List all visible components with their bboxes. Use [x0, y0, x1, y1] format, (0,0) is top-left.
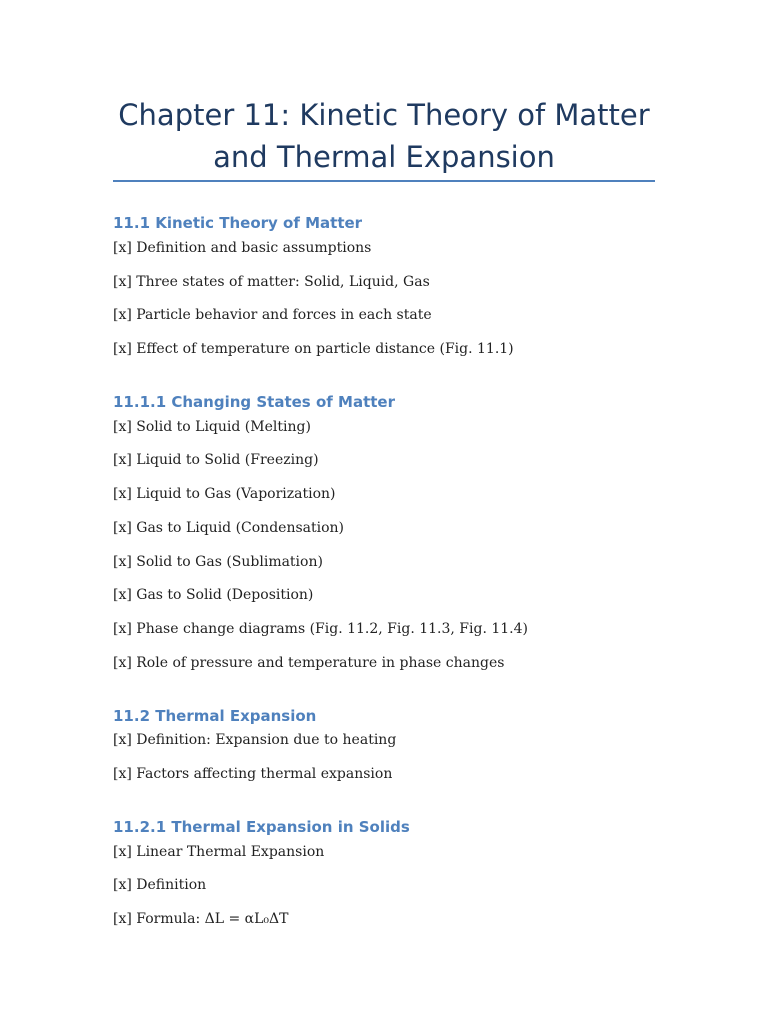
title-underline-rule: [113, 180, 655, 182]
list-item: [x] Phase change diagrams (Fig. 11.2, Fig. 11.3, Fig. 11.4): [113, 621, 528, 637]
list-item: [x] Linear Thermal Expansion: [113, 844, 325, 860]
list-item: [x] Factors affecting thermal expansion: [113, 766, 393, 782]
list-item: [x] Effect of temperature on particle distance (Fig. 11.1): [113, 341, 514, 357]
list-item: [x] Solid to Liquid (Melting): [113, 419, 311, 435]
section-heading-11-1: 11.1 Kinetic Theory of Matter: [113, 214, 363, 232]
section-heading-11-2-1: 11.2.1 Thermal Expansion in Solids: [113, 818, 410, 836]
list-item: [x] Gas to Liquid (Condensation): [113, 520, 345, 536]
list-item: [x] Liquid to Gas (Vaporization): [113, 486, 336, 502]
chapter-title: Chapter 11: Kinetic Theory of Matter and Thermal Expansion: [118, 98, 650, 174]
list-item: [x] Particle behavior and forces in each state: [113, 307, 432, 323]
list-item: [x] Definition and basic assumptions: [113, 240, 372, 256]
section-heading-11-2: 11.2 Thermal Expansion: [113, 707, 317, 725]
list-item: [x] Formula: ΔL = αL₀ΔT: [113, 911, 289, 927]
list-item: [x] Liquid to Solid (Freezing): [113, 452, 319, 468]
list-item: [x] Role of pressure and temperature in phase changes: [113, 655, 505, 671]
list-item: [x] Definition: [113, 877, 207, 893]
list-item: [x] Definition: Expansion due to heating: [113, 732, 397, 748]
section-heading-11-1-1: 11.1.1 Changing States of Matter: [113, 393, 395, 411]
list-item: [x] Solid to Gas (Sublimation): [113, 554, 323, 570]
list-item: [x] Three states of matter: Solid, Liquid, Gas: [113, 274, 430, 290]
list-item: [x] Gas to Solid (Deposition): [113, 587, 314, 603]
